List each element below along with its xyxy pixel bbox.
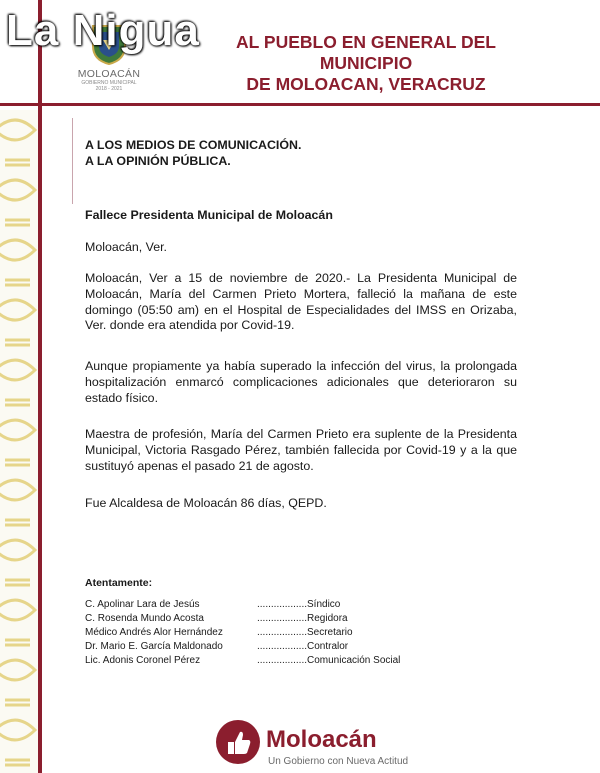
- address-accent-line: [72, 118, 73, 204]
- signer-name: C. Rosenda Mundo Acosta: [85, 613, 204, 624]
- signer-row: [85, 598, 400, 612]
- signer-name: Médico Andrés Alor Hernández: [85, 627, 223, 638]
- signer-row: [85, 640, 400, 654]
- paragraph-1: Moloacán, Ver a 15 de noviembre de 2020.- La Presidenta Municipal de Moloacán, María del Carmen Prieto Mortera, falleció la mañana de este domingo (05:50 am) en el Hospital de Especialidades del IMSS en Orizaba, Ver. donde era atendida por Covid-19.: [85, 271, 517, 333]
- signer-row: [85, 654, 400, 668]
- signer-dots: ..................: [257, 627, 308, 638]
- signer-row: [85, 612, 400, 626]
- footer-logo-tagline: Un Gobierno con Nueva Actitud: [268, 756, 409, 767]
- addressee-line2: A LA OPINIÓN PÚBLICA.: [85, 153, 231, 168]
- thumbs-up-icon: [216, 720, 260, 764]
- signer-role: Secretario: [307, 627, 353, 638]
- signer-dots: ..................: [257, 613, 308, 624]
- signer-role: Síndico: [307, 599, 341, 610]
- logo-name: MOLOACÁN: [77, 68, 141, 80]
- logo-sub1: GOBIERNO MUNICIPAL: [81, 80, 137, 86]
- paragraph-3: Maestra de profesión, María del Carmen Prieto era suplente de la Presidenta Municipal, Victoria Rasgado Pérez, también fallecida por Covid-19 y a la que sustituyó apenas el pasado 21 de agosto.: [85, 427, 517, 473]
- signer-dots: ..................: [257, 655, 308, 666]
- headline: Fallece Presidenta Municipal de Moloacán: [85, 208, 333, 222]
- signer-role: Regidora: [307, 613, 348, 624]
- paragraph-2: Aunque propiamente ya había superado la infección del virus, la prolongada hospitalización enmarcó complicaciones adicionales que deterioraron su estado físico.: [85, 359, 517, 405]
- signature-title: Atentamente:: [85, 577, 153, 589]
- watermark: La Nigua: [6, 6, 200, 55]
- footer-logo-badge: [216, 720, 260, 764]
- signer-dots: ..................: [257, 641, 308, 652]
- pattern-graphic: [0, 110, 40, 773]
- signer-list: [85, 598, 400, 668]
- header-title-line1: AL PUEBLO EN GENERAL DEL MUNICIPIO: [236, 32, 496, 73]
- decorative-side-pattern: [0, 110, 40, 773]
- horizontal-brand-line: [0, 103, 600, 106]
- signer-role: Comunicación Social: [307, 655, 401, 666]
- signer-name: C. Apolinar Lara de Jesús: [85, 599, 200, 610]
- footer-logo-name: Moloacán: [266, 726, 377, 753]
- signer-row: [85, 626, 400, 640]
- footer-logo: [216, 720, 409, 770]
- logo-sub2: 2018 - 2021: [95, 86, 123, 92]
- signer-dots: ..................: [257, 599, 308, 610]
- place-line: Moloacán, Ver.: [85, 240, 167, 254]
- signer-role: Contralor: [307, 641, 349, 652]
- signer-name: Lic. Adonis Coronel Pérez: [85, 655, 201, 666]
- header-title: [196, 32, 536, 95]
- paragraph-4: Fue Alcaldesa de Moloacán 86 días, QEPD.: [85, 496, 327, 510]
- addressees: [85, 138, 517, 170]
- addressee-line1: A LOS MEDIOS DE COMUNICACIÓN.: [85, 138, 302, 152]
- header-title-line2: DE MOLOACAN, VERACRUZ: [246, 74, 486, 94]
- vertical-brand-line: [38, 0, 42, 773]
- signer-name: Dr. Mario E. García Maldonado: [85, 641, 223, 652]
